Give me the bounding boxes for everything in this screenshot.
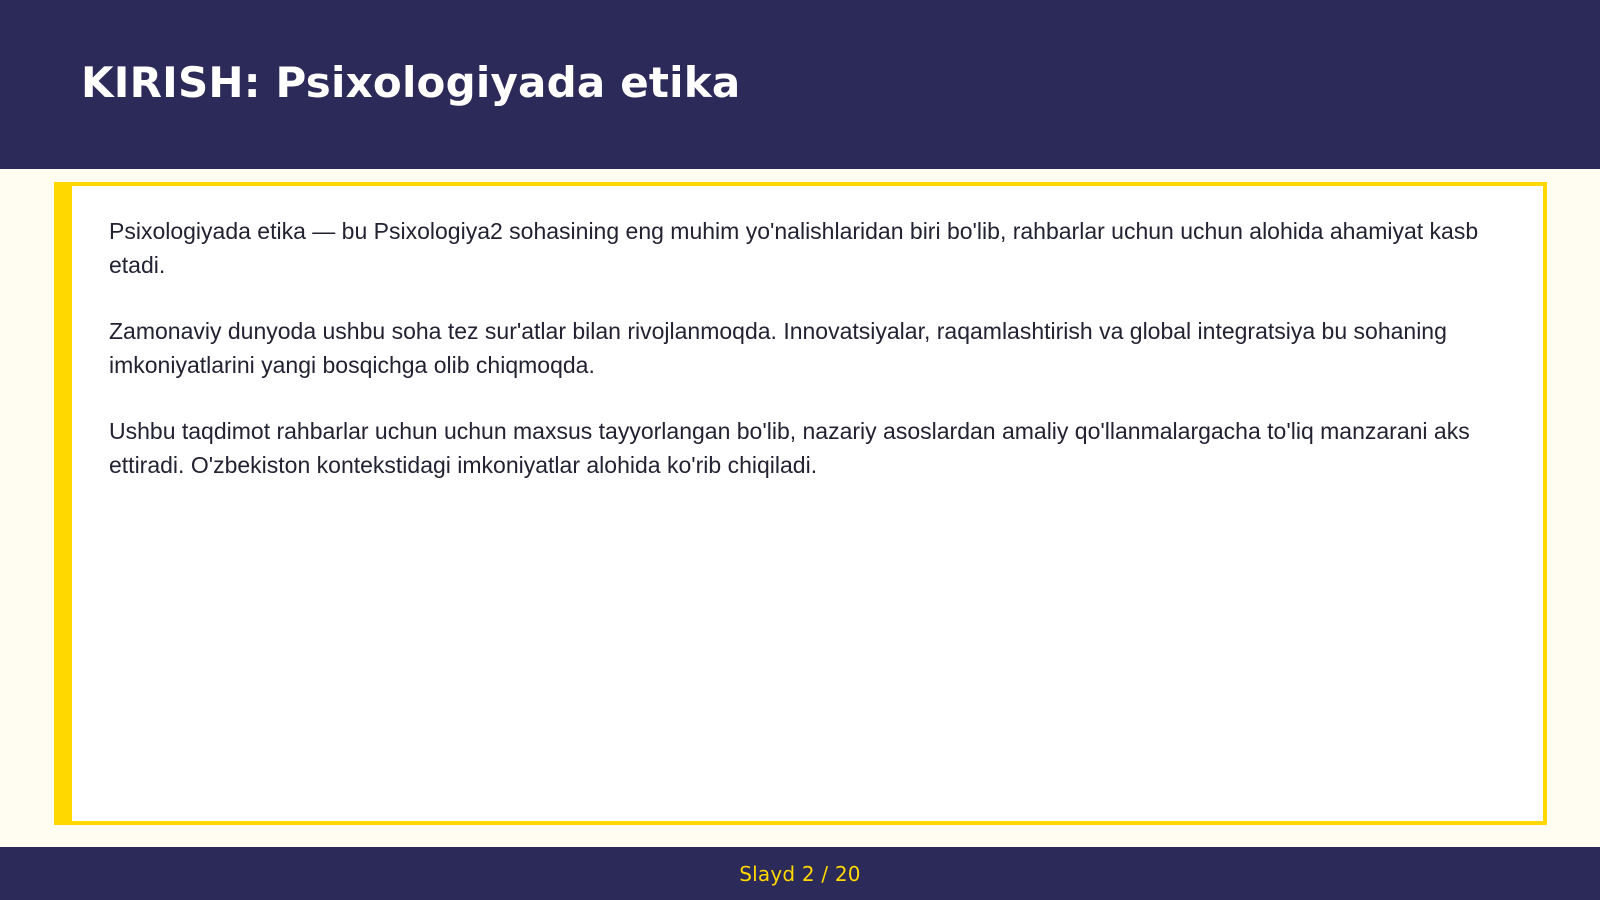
slide-footer	[0, 847, 1600, 900]
intro-paragraph: Psixologiyada etika — bu Psixologiya2 sohasining eng muhim yo'nalishlaridan biri bo'lib, rahbarlar uchun uchun alohida ahamiyat kasb etadi.	[109, 218, 1479, 278]
slide-title: KIRISH: Psixologiyada etika	[81, 58, 741, 107]
slide-body-text	[109, 214, 1509, 514]
development-paragraph: Zamonaviy dunyoda ushbu soha tez sur'atlar bilan rivojlanmoqda. Innovatsiyalar, raqamlashtirish va global integratsiya bu sohaning imkoniyatlarini yangi bosqichga olib chiqmoqda.	[109, 318, 1447, 378]
slide-counter: Slayd 2 / 20	[739, 861, 861, 886]
slide-header	[0, 0, 1600, 169]
content-card	[54, 182, 1547, 825]
presentation-purpose-paragraph: Ushbu taqdimot rahbarlar uchun uchun maxsus tayyorlangan bo'lib, nazariy asoslardan amaliy qo'llanmalargacha to'liq manzarani aks ettiradi. O'zbekiston kontekstidagi imkoniyatlar alohida ko'rib chiqiladi.	[109, 418, 1470, 478]
